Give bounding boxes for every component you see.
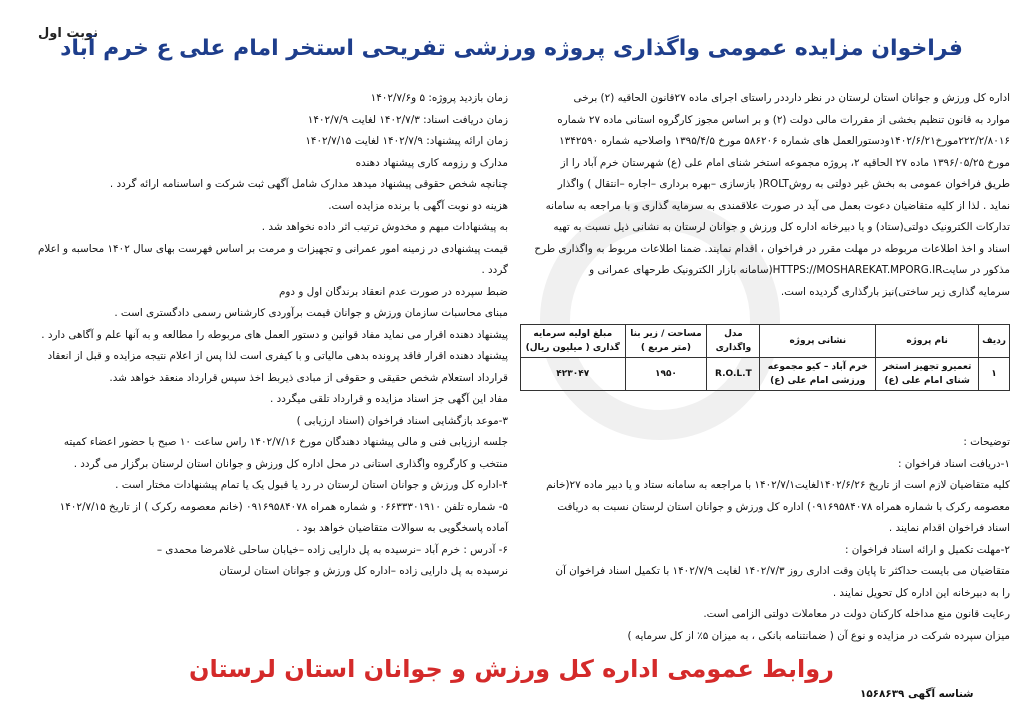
intro-line: نماید . لذا از کلیه متقاضیان دعوت بعمل می آید در صورت علاقمندی به سرمایه گذاری و با مراجعه به سامانه bbox=[545, 199, 1010, 212]
condition-line: قرارداد استعلام شخص حقیقی و حقوقی از مبادی ذیربط اخذ سپس قرارداد منعقد خواهد شد. bbox=[109, 371, 508, 384]
condition-line: ضبط سپرده در صورت عدم انعقاد برندگان اول و دوم bbox=[278, 285, 508, 298]
ad-id: شناسه آگهی ۱۵۶۸۶۳۹ bbox=[860, 688, 974, 700]
intro-line: طریق فراخوان عمومی به بخش غیر دولتی به روشROLT( بازسازی –بهره برداری –اجاره –انتقال ) واگذار bbox=[557, 178, 1010, 190]
notes-line: متقاضیان می بایست حداکثر تا پایان وقت اداری روز ۱۴۰۲/۷/۳ لغایت ۱۴۰۲/۷/۹ با تکمیل اسناد فراخوان آن bbox=[555, 565, 1010, 577]
condition-line: منتخب و کارگروه واگذاری استانی در محل اداره کل ورزش و جوانان استان لرستان برگزار می گردد . bbox=[73, 457, 508, 470]
header-area: مساحت / زیر بنا (متر مربع ) bbox=[625, 325, 707, 358]
public-relations-footer: روابط عمومی اداره کل ورزش و جوانان استان لرستان bbox=[189, 655, 834, 683]
conditions-column bbox=[20, 88, 508, 583]
cell-area: ۱۹۵۰ bbox=[625, 358, 707, 391]
cell-project-name: تعمیرو تجهیز استخر شنای امام علی (ع) bbox=[876, 358, 979, 391]
header-transfer-model: مدل واگذاری bbox=[707, 325, 760, 358]
intro-line: موارد به قانون تنظیم بخشی از مقررات مالی دولت (۲) و بر اساس مجوز کارگروه استانی ماده ۲۷ شماره bbox=[557, 113, 1010, 126]
notes-line: ۲-مهلت تکمیل و ارائه اسناد فراخوان : bbox=[845, 543, 1010, 556]
condition-line: پیشنهاد دهنده اقرار می نماید مفاد قوانین و دستور العمل های مربوطه را مطالعه و به آنها علم و آگاهی دارد . bbox=[41, 328, 508, 341]
cell-project-address: خرم آباد – کیو مجموعه ورزشی امام علی (ع) bbox=[760, 358, 876, 391]
intro-line: اداره کل ورزش و جوانان استان لرستان در نظر دارددر راستای اجرای ماده ۲۷قانون الحاقیه (۲) برخی bbox=[573, 92, 1010, 104]
notes-line: معصومه رکرک با شماره همراه ۰۹۱۶۹۵۸۴۰۷۸) اداره کل ورزش و جوانان استان لرستان نسبت به دریافت bbox=[557, 500, 1010, 513]
intro-paragraph bbox=[526, 88, 1010, 303]
notes-line: کلیه متقاضیان لازم است از تاریخ ۱۴۰۲/۶/۲۶لغایت۱۴۰۲/۷/۱ با مراجعه به سامانه ستاد و یا دبیر ماده ۲۷(خانم bbox=[546, 479, 1010, 491]
condition-line: ۵- شماره تلفن ۰۶۶۳۳۳۰۱۹۱۰ و شماره همراه ۰۹۱۶۹۵۸۴۰۷۸ (خانم معصومه رکرک ) از تاریخ ۱۴۰۲/۷/۱۵ bbox=[59, 500, 508, 513]
intro-line: مذکور در سایتHTTPS://MOSHAREKAT.MPORG.IR(سامانه بازار الکترونیک طرحهای عمرانی و bbox=[589, 264, 1010, 276]
intro-line: تدارکات الکترونیک دولتی(ستاد) و یا دبیرخانه اداره کل ورزش و جوانان لرستان به نشانی ذیل نسبت به تهیه bbox=[553, 221, 1010, 233]
condition-line: ۴-اداره کل ورزش و جوانان استان لرستان در رد یا قبول یک یا تمام پیشنهادات مختار است . bbox=[115, 479, 508, 491]
table-header-row bbox=[521, 325, 1010, 358]
cell-row-number: ۱ bbox=[979, 358, 1010, 391]
condition-line: آماده پاسخگویی به سوالات متقاضیان خواهد بود . bbox=[296, 522, 508, 534]
intro-line: ۲۲۲/۲/۸۰۱۶مورخ۱۴۰۲/۶/۲۱ودستورالعمل های شماره ۵۸۶۲۰۶ مورخ ۱۳۹۵/۴/۵ واصلاحیه شماره ۱۳۴۲۵۹۰ bbox=[559, 135, 1010, 147]
condition-line: مدارک و رزومه کاری پیشنهاد دهنده bbox=[355, 156, 508, 169]
header-initial-investment: مبلغ اولیه سرمایه گذاری ( میلیون ریال) bbox=[521, 325, 626, 358]
header-row-number: ردیف bbox=[979, 325, 1010, 358]
condition-line: مبنای محاسبات سازمان ورزش و جوانان قیمت برآوردی کارشناس رسمی دادگستری است . bbox=[114, 307, 508, 319]
notes-line: رعایت قانون منع مداخله کارکنان دولت در معاملات دولتی الزامی است. bbox=[703, 608, 1010, 620]
project-table bbox=[520, 324, 1010, 391]
condition-line: گردد . bbox=[481, 264, 508, 276]
condition-line: زمان بازدید پروژه: ۵ و۱۴۰۲/۷/۶ bbox=[370, 92, 508, 104]
notes-line: توضیحات : bbox=[963, 436, 1010, 448]
condition-line: قیمت پیشنهادی در زمینه امور عمرانی و تجهیزات و مرمت بر اساس فهرست بهای سال ۱۴۰۲ محاسبه و اعلام bbox=[37, 242, 508, 255]
notes-line: را به دبیرخانه این اداره کل تحویل نمایند . bbox=[832, 586, 1010, 599]
condition-line: ۳-موعد بازگشایی اسناد فراخوان (اسناد ارزیابی ) bbox=[296, 414, 508, 427]
condition-line: به پیشنهادات مبهم و مخدوش ترتیب اثر داده نخواهد شد . bbox=[261, 221, 508, 233]
intro-line: اسناد و اخذ اطلاعات مربوطه در مهلت مقرر در فراخوان ، اقدام نمایند. ضمنا اطلاعات مربوط به واگذاری طرح bbox=[534, 242, 1010, 255]
header-project-name: نام پروژه bbox=[876, 325, 979, 358]
notice-title: فراخوان مزایده عمومی واگذاری پروژه ورزشی تفریحی استخر امام علی ع خرم آباد bbox=[60, 36, 963, 61]
table-row bbox=[521, 358, 1010, 391]
condition-line: نرسیده به پل دارایی زاده –اداره کل ورزش و جوانان استان لرستان bbox=[219, 565, 508, 577]
condition-line: مفاد این آگهی جز اسناد مزایده و قرارداد تلقی میگردد . bbox=[269, 393, 508, 405]
condition-line: ۶- آدرس : خرم آباد –نرسیده به پل دارایی زاده –خیابان ساحلی غلامرضا محمدی – bbox=[156, 543, 508, 556]
header-project-address: نشانی پروژه bbox=[760, 325, 876, 358]
condition-line: جلسه ارزیابی فنی و مالی پیشنهاد دهندگان مورخ ۱۴۰۲/۷/۱۶ راس ساعت ۱۰ صبح با حضور اعضاء کمیته bbox=[63, 436, 508, 448]
condition-line: زمان ارائه پیشنهاد: ۱۴۰۲/۷/۹ لغایت ۱۴۰۲/۷/۱۵ bbox=[305, 135, 508, 147]
notes-line: میزان سپرده شرکت در مزایده و نوع آن ( ضمانتنامه بانکی ، به میزان ۵٪ از کل سرمایه ) bbox=[627, 629, 1010, 642]
condition-line: چنانچه شخص حقوقی پیشنهاد میدهد مدارک شامل آگهی ثبت شرکت و اساسنامه ارائه گردد . bbox=[109, 178, 508, 190]
notes-line: ۱-دریافت اسناد فراخوان : bbox=[897, 457, 1010, 470]
notes-section bbox=[526, 432, 1010, 647]
round-label: نوبت اول bbox=[38, 26, 99, 41]
intro-line: مورخ ۱۳۹۶/۰۵/۲۵ ماده ۲۷ الحاقیه ۲، پروژه مجموعه استخر شنای امام علی (ع) شهرستان خرم آباد را از bbox=[560, 156, 1010, 169]
intro-line: سرمایه گذاری زیر ساختی)نیز بارگذاری گردیده است. bbox=[780, 285, 1010, 298]
cell-initial-investment: ۴۲۳۰۴۷ bbox=[521, 358, 626, 391]
condition-line: پیشنهاد دهنده اقرار فاقد پرونده بدهی مالیاتی و با کیفری است لذا پس از اعلام نتیجه مزایده و قبل از انعقاد bbox=[47, 350, 508, 362]
condition-line: هزینه دو نوبت آگهی با برنده مزایده است. bbox=[328, 199, 508, 212]
notes-line: اسناد فراخوان اقدام نمایند . bbox=[888, 522, 1010, 534]
condition-line: زمان دریافت اسناد: ۱۴۰۲/۷/۳ لغایت ۱۴۰۲/۷/۹ bbox=[307, 113, 508, 126]
cell-transfer-model: R.O.L.T bbox=[707, 358, 760, 391]
